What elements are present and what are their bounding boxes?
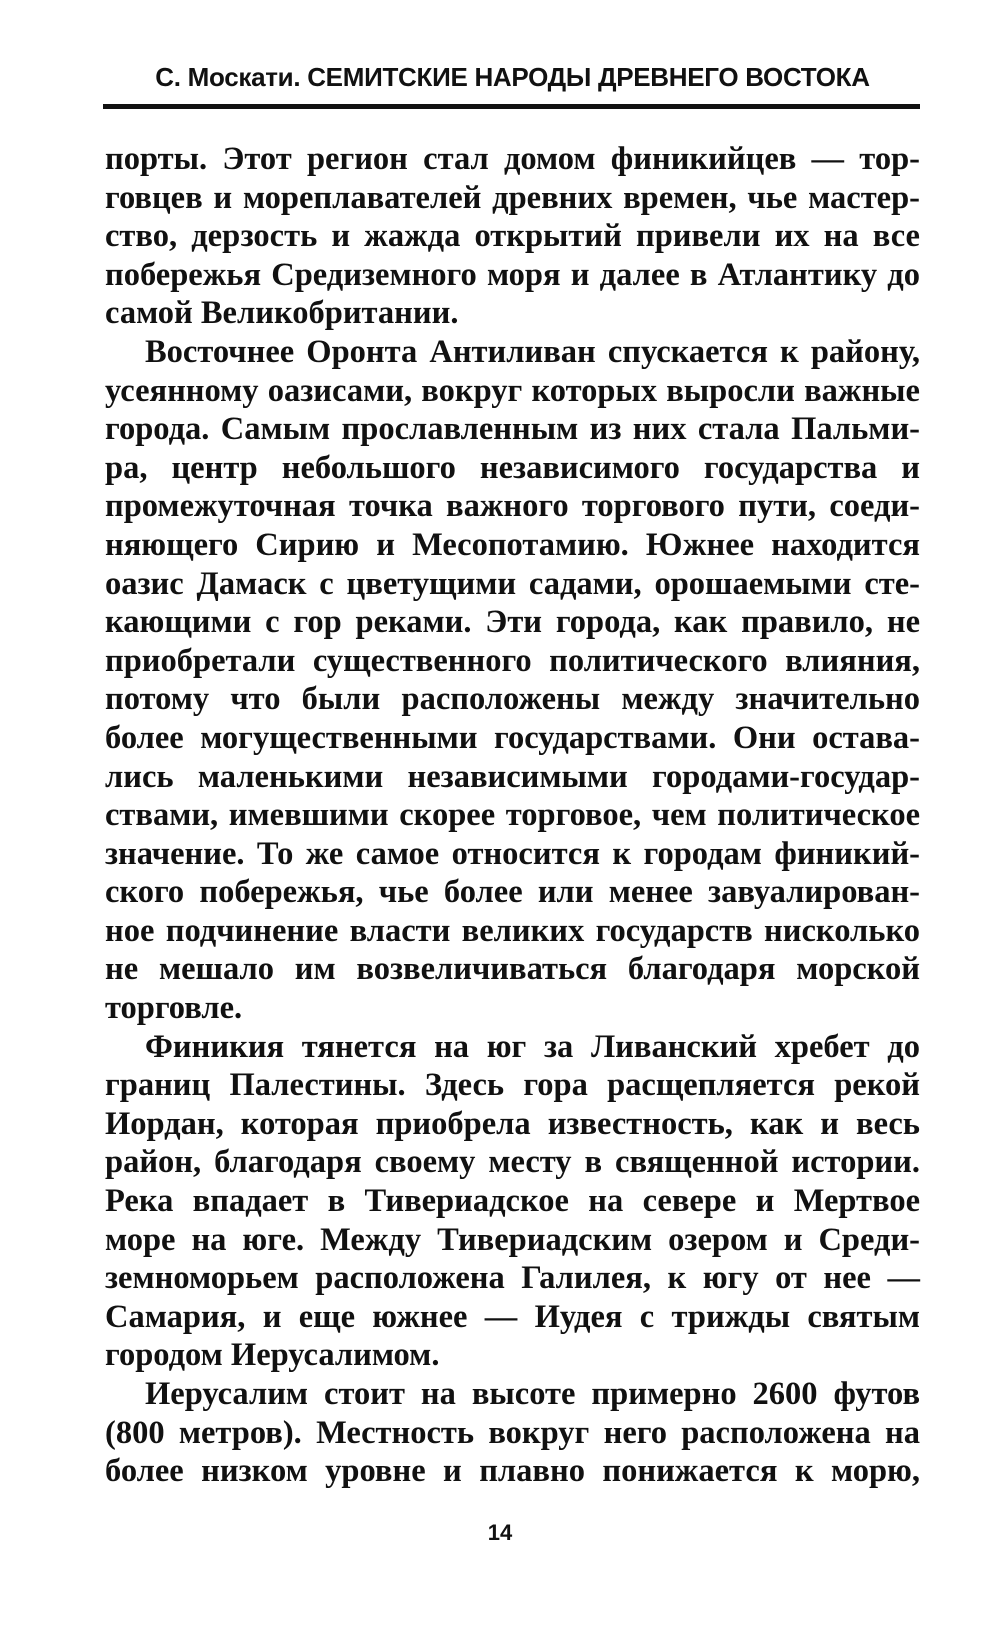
text-line: море на юге. Между Тивериадским озером и Среди-	[105, 1221, 920, 1258]
text-line: земноморьем расположена Галилея, к югу от нее —	[105, 1260, 920, 1297]
text-line: более низком уровне и плавно понижается к морю,	[105, 1453, 920, 1490]
text-line: приобретали существенного политического влияния,	[105, 642, 920, 679]
text-line: Иерусалим стоит на высоте примерно 2600 футов	[145, 1376, 920, 1412]
text-line: говцев и мореплавателей древних времен, чье мастер-	[105, 179, 920, 216]
text-line: ство, дерзость и жажда открытий привели их на все	[105, 218, 920, 255]
text-line: торговле.	[105, 990, 243, 1027]
body-text	[105, 140, 920, 1491]
text-line: значение. То же самое относится к городам финикий-	[105, 835, 920, 872]
paragraph-2	[105, 333, 920, 1028]
running-head-title: С. Москати. СЕМИТСКИЕ НАРОДЫ ДРЕВНЕГО ВОСТОКА	[155, 62, 870, 92]
paragraph-1	[105, 140, 920, 333]
text-line: побережья Средиземного моря и далее в Атлантику до	[105, 256, 920, 293]
text-line: усеянному оазисами, вокруг которых выросли важные	[105, 372, 920, 409]
text-line: оазис Дамаск с цветущими садами, орошаемыми сте-	[105, 565, 920, 602]
text-line: ского побережья, чье более или менее завуалирован-	[105, 874, 920, 911]
text-line: Восточнее Оронта Антиливан спускается к району,	[145, 333, 920, 370]
page-number: 14	[487, 1520, 513, 1545]
text-line: ствами, имевшими скорее торговое, чем политическое	[105, 797, 920, 834]
text-line: Река впадает в Тивериадское на севере и Мертвое	[105, 1183, 920, 1220]
text-line: няющего Сирию и Месопотамию. Южнее находится	[105, 526, 920, 563]
text-line: лись маленькими независимыми городами-государ-	[105, 758, 920, 795]
text-line: самой Великобритании.	[105, 295, 459, 332]
text-line: промежуточная точка важного торгового пути, соеди-	[105, 488, 920, 525]
text-line: район, благодаря своему месту в священной истории.	[105, 1144, 920, 1181]
text-line: Финикия тянется на юг за Ливанский хребет до	[145, 1028, 920, 1065]
text-line: потому что были расположены между значительно	[105, 681, 920, 718]
text-line: городом Иерусалимом.	[105, 1337, 440, 1374]
paragraph-4	[105, 1375, 920, 1491]
text-line: (800 метров). Местность вокруг него расположена на	[105, 1414, 920, 1451]
text-line: не мешало им возвеличиваться благодаря морской	[105, 951, 920, 988]
text-line: порты. Этот регион стал домом финикийцев — тор-	[105, 141, 920, 177]
text-line: границ Палестины. Здесь гора расщепляется рекой	[105, 1067, 920, 1104]
text-line: кающими с гор реками. Эти города, как правило, не	[105, 604, 920, 641]
text-line: ное подчинение власти великих государств нисколько	[105, 912, 920, 949]
text-line: Иордан, которая приобрела известность, как и весь	[105, 1105, 920, 1142]
text-line: города. Самым прославленным из них стала Пальми-	[105, 411, 920, 448]
paragraph-3	[105, 1028, 920, 1375]
text-line: более могущественными государствами. Они остава-	[105, 719, 920, 756]
text-line: ра, центр небольшого независимого государства и	[105, 449, 920, 486]
header-rule	[103, 104, 920, 109]
text-line: Самария, и еще южнее — Иудея с трижды святым	[105, 1298, 920, 1335]
